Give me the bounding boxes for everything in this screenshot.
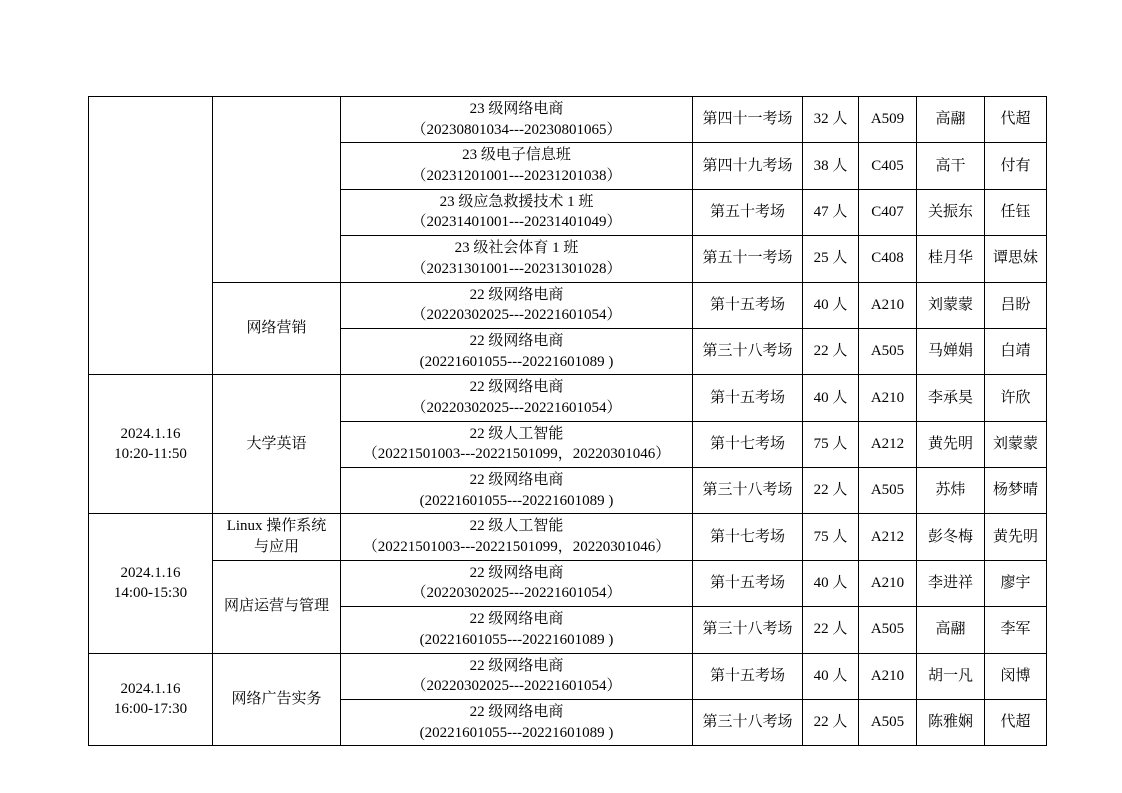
count-cell: 22 人 xyxy=(803,699,859,745)
class-cell xyxy=(341,560,693,606)
supervisor1-cell: 高翮 xyxy=(917,607,985,653)
exam-schedule-table-wrapper xyxy=(88,96,1046,746)
class-id-range: （20220302025---20221601054） xyxy=(411,307,622,324)
room-cell: 第十七考场 xyxy=(693,421,803,467)
table-row xyxy=(89,97,1047,143)
supervisor1-cell: 李进祥 xyxy=(917,560,985,606)
hall-cell: A212 xyxy=(859,514,917,560)
count-cell: 40 人 xyxy=(803,653,859,699)
hall-cell: A210 xyxy=(859,653,917,699)
date-cell xyxy=(89,375,213,514)
supervisor2-cell: 廖宇 xyxy=(985,560,1047,606)
class-cell xyxy=(341,97,693,143)
hall-cell: A210 xyxy=(859,375,917,421)
class-name: 23 级社会体育 1 班 xyxy=(454,240,579,257)
count-cell: 40 人 xyxy=(803,282,859,328)
count-cell: 38 人 xyxy=(803,143,859,189)
class-cell xyxy=(341,607,693,653)
class-id-range: （20220302025---20221601054） xyxy=(411,678,622,695)
exam-date: 2024.1.16 xyxy=(120,564,181,581)
count-cell: 22 人 xyxy=(803,328,859,374)
supervisor2-cell: 代超 xyxy=(985,699,1047,745)
table-row xyxy=(89,282,1047,328)
supervisor2-cell: 杨梦晴 xyxy=(985,468,1047,514)
class-name: 22 级网络电商 xyxy=(469,379,564,396)
class-cell xyxy=(341,375,693,421)
class-cell xyxy=(341,328,693,374)
class-name: 23 级网络电商 xyxy=(469,101,564,117)
date-cell xyxy=(89,653,213,746)
class-id-range: （20231201001---20231201038） xyxy=(411,168,622,185)
supervisor2-cell: 闵博 xyxy=(985,653,1047,699)
room-cell: 第四十九考场 xyxy=(693,143,803,189)
room-cell: 第三十八考场 xyxy=(693,468,803,514)
class-id-range: （20220302025---20221601054） xyxy=(411,585,622,602)
class-name: 22 级网络电商 xyxy=(469,611,564,628)
supervisor1-cell: 高干 xyxy=(917,143,985,189)
class-cell xyxy=(341,236,693,282)
course-name-line2: 与应用 xyxy=(253,539,299,556)
supervisor1-cell: 关振东 xyxy=(917,189,985,235)
supervisor2-cell: 白靖 xyxy=(985,328,1047,374)
supervisor2-cell: 刘蒙蒙 xyxy=(985,421,1047,467)
supervisor1-cell: 黄先明 xyxy=(917,421,985,467)
table-row xyxy=(89,375,1047,421)
class-id-range: （20221501003---20221501099，20220301046） xyxy=(362,446,671,463)
count-cell: 32 人 xyxy=(803,97,859,143)
supervisor1-cell: 苏炜 xyxy=(917,468,985,514)
count-cell: 75 人 xyxy=(803,421,859,467)
hall-cell: A505 xyxy=(859,328,917,374)
table-row xyxy=(89,560,1047,606)
room-cell: 第五十一考场 xyxy=(693,236,803,282)
course-cell: 网络广告实务 xyxy=(213,653,341,746)
exam-time: 10:20-11:50 xyxy=(114,446,187,463)
class-cell xyxy=(341,653,693,699)
table-row xyxy=(89,514,1047,560)
room-cell: 第十五考场 xyxy=(693,375,803,421)
class-id-range: (20221601055---20221601089 ) xyxy=(419,492,614,509)
course-cell xyxy=(213,97,341,283)
hall-cell: C407 xyxy=(859,189,917,235)
course-cell: 网店运营与管理 xyxy=(213,560,341,653)
supervisor2-cell: 许欣 xyxy=(985,375,1047,421)
class-name: 22 级网络电商 xyxy=(469,703,564,720)
supervisor1-cell: 李承昊 xyxy=(917,375,985,421)
hall-cell: A505 xyxy=(859,699,917,745)
class-name: 22 级网络电商 xyxy=(469,657,564,674)
supervisor2-cell: 李军 xyxy=(985,607,1047,653)
hall-cell: A509 xyxy=(859,97,917,143)
supervisor1-cell: 彭冬梅 xyxy=(917,514,985,560)
course-cell: 网络营销 xyxy=(213,282,341,375)
class-name: 22 级人工智能 xyxy=(469,425,564,442)
supervisor2-cell: 黄先明 xyxy=(985,514,1047,560)
class-id-range: （20220302025---20221601054） xyxy=(411,399,622,416)
supervisor1-cell: 马婵娟 xyxy=(917,328,985,374)
class-cell xyxy=(341,514,693,560)
class-name: 23 级电子信息班 xyxy=(462,147,571,164)
room-cell: 第三十八考场 xyxy=(693,699,803,745)
hall-cell: A505 xyxy=(859,468,917,514)
supervisor1-cell: 刘蒙蒙 xyxy=(917,282,985,328)
class-cell xyxy=(341,189,693,235)
supervisor2-cell: 代超 xyxy=(985,97,1047,143)
class-id-range: (20221601055---20221601089 ) xyxy=(419,724,614,741)
room-cell: 第三十八考场 xyxy=(693,328,803,374)
room-cell: 第四十一考场 xyxy=(693,97,803,143)
class-cell xyxy=(341,143,693,189)
exam-date: 2024.1.16 xyxy=(120,680,181,697)
exam-time: 16:00-17:30 xyxy=(113,701,188,718)
exam-schedule-table xyxy=(88,96,1047,746)
supervisor2-cell: 付有 xyxy=(985,143,1047,189)
supervisor1-cell: 桂月华 xyxy=(917,236,985,282)
class-name: 22 级网络电商 xyxy=(469,332,564,349)
supervisor2-cell: 任钰 xyxy=(985,189,1047,235)
count-cell: 75 人 xyxy=(803,514,859,560)
room-cell: 第十五考场 xyxy=(693,282,803,328)
class-name: 22 级网络电商 xyxy=(469,564,564,581)
class-cell xyxy=(341,421,693,467)
class-cell xyxy=(341,699,693,745)
class-id-range: (20221601055---20221601089 ) xyxy=(419,631,614,648)
count-cell: 22 人 xyxy=(803,607,859,653)
hall-cell: C405 xyxy=(859,143,917,189)
hall-cell: A505 xyxy=(859,607,917,653)
room-cell: 第十七考场 xyxy=(693,514,803,560)
count-cell: 22 人 xyxy=(803,468,859,514)
class-name: 22 级网络电商 xyxy=(469,472,564,488)
course-cell xyxy=(213,514,341,560)
class-cell xyxy=(341,282,693,328)
class-id-range: （20231301001---20231301028） xyxy=(411,260,622,277)
count-cell: 40 人 xyxy=(803,560,859,606)
supervisor2-cell: 吕盼 xyxy=(985,282,1047,328)
class-name: 22 级网络电商 xyxy=(469,286,564,303)
hall-cell: A212 xyxy=(859,421,917,467)
class-name: 22 级人工智能 xyxy=(469,518,564,535)
hall-cell: A210 xyxy=(859,560,917,606)
exam-date: 2024.1.16 xyxy=(120,425,181,442)
exam-time: 14:00-15:30 xyxy=(113,585,188,602)
count-cell: 25 人 xyxy=(803,236,859,282)
room-cell: 第十五考场 xyxy=(693,560,803,606)
course-name-line1: Linux 操作系统 xyxy=(226,518,327,535)
date-cell xyxy=(89,97,213,375)
supervisor1-cell: 高翮 xyxy=(917,97,985,143)
hall-cell: A210 xyxy=(859,282,917,328)
supervisor1-cell: 胡一凡 xyxy=(917,653,985,699)
class-id-range: （20230801034---20230801065） xyxy=(411,121,622,138)
hall-cell: C408 xyxy=(859,236,917,282)
class-id-range: （20221501003---20221501099，20220301046） xyxy=(362,539,671,556)
class-id-range: (20221601055---20221601089 ) xyxy=(419,353,614,370)
room-cell: 第三十八考场 xyxy=(693,607,803,653)
class-name: 23 级应急救援技术 1 班 xyxy=(439,193,594,210)
date-cell xyxy=(89,514,213,653)
table-row xyxy=(89,653,1047,699)
course-cell: 大学英语 xyxy=(213,375,341,514)
class-id-range: （20231401001---20231401049） xyxy=(411,214,622,231)
supervisor2-cell: 谭思妹 xyxy=(985,236,1047,282)
supervisor1-cell: 陈雅娴 xyxy=(917,699,985,745)
room-cell: 第十五考场 xyxy=(693,653,803,699)
room-cell: 第五十考场 xyxy=(693,189,803,235)
class-cell xyxy=(341,468,693,514)
count-cell: 40 人 xyxy=(803,375,859,421)
count-cell: 47 人 xyxy=(803,189,859,235)
